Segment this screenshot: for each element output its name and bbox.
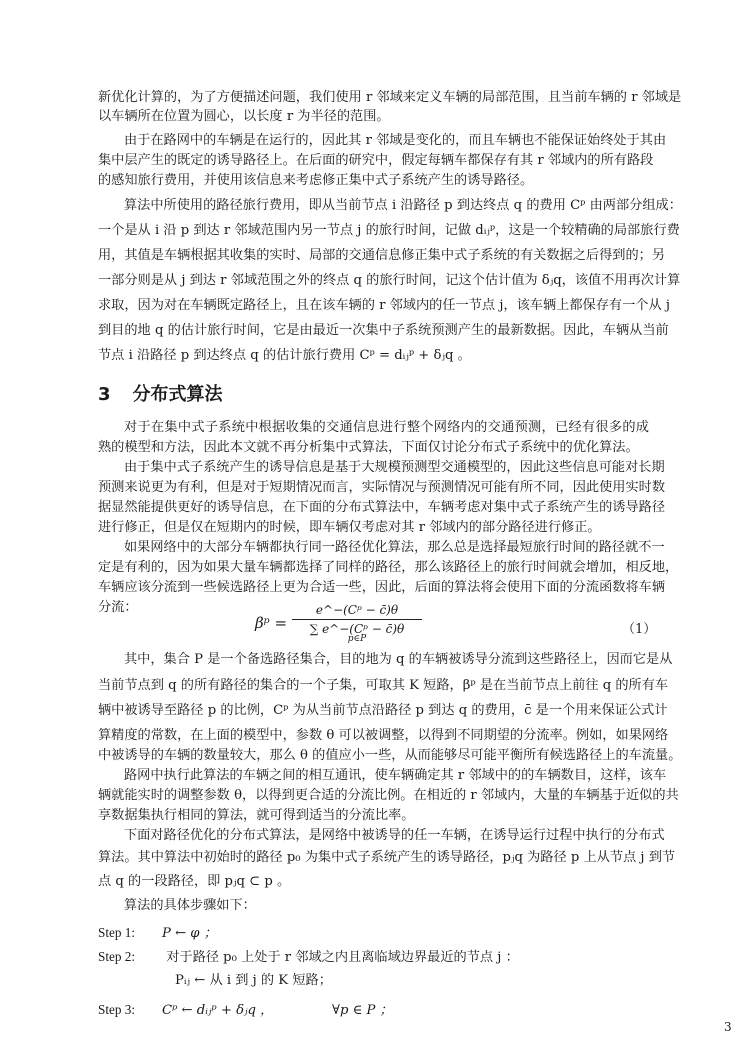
step-text: 对于路径 p₀ 上处于 r 邻域之内且离临域边界最近的节点 j ：	[162, 950, 519, 965]
text-line: 定是有利的，因为如果大量车辆都选择了同样的路径，那么该路径上的旅行时间就会增加，相反地，	[98, 560, 679, 575]
text-line: 路网中执行此算法的车辆之间的相互通讯，使车辆确定其 r 邻域中的的车辆数目，这样，该车	[124, 768, 667, 783]
step-label: Step 3:	[98, 1002, 135, 1017]
step-text: P ← φ ；	[162, 926, 217, 941]
text-line: 算法。其中算法中初始时的路径 p₀ 为集中式子系统产生的诱导路径，pⱼq 为路径 p 上从节点 j 到节	[98, 850, 676, 865]
text-line: 求取，因为对在车辆既定路径上，且在该车辆的 r 邻域内的任一节点 j，该车辆上都保存有一个从 j	[98, 298, 670, 313]
text-line: 熟的模型和方法，因此本文就不再分析集中式算法，下面仅讨论分布式子系统中的优化算法。	[98, 440, 639, 455]
algorithm-substep	[175, 969, 332, 988]
text-line: 对于在集中式子系统中根据收集的交通信息进行整个网络内的交通预测，已经有很多的成	[124, 420, 649, 435]
text-line: 分流：	[98, 600, 138, 615]
text-line: 车辆应该分流到一些候选路径上更为合适一些，因此，后面的算法将会使用下面的分流函数将车辆	[98, 580, 666, 595]
text-line: 算法的具体步骤如下：	[124, 898, 256, 913]
formula-denominator: ∑ e^−(Cᵖ − c̄)θ	[309, 622, 405, 636]
formula-lhs: βᵖ =	[255, 614, 288, 632]
text-line: 新优化计算的，为了方便描述问题，我们使用 r 邻域来定义车辆的局部范围，且当前车辆的 r 邻域是	[98, 90, 682, 105]
page-number: 3	[724, 1020, 732, 1034]
text-line: 据显然能提供更好的诱导信息，在下面的分布式算法中，车辆考虑对集中式子系统产生的诱导路径	[98, 500, 666, 515]
text-line: 进行修正，但是仅在短期内的时候，即车辆仅考虑对其 r 邻域内的部分路径进行修正。	[98, 520, 601, 535]
formula-sum-index: p∈P	[347, 634, 367, 644]
text-line: 如果网络中的大部分车辆都执行同一路径优化算法，那么总是选择最短旅行时间的路径就不一	[124, 540, 665, 555]
text-line: 享数据集执行相同的算法，就可得到适当的分流比率。	[98, 808, 415, 823]
step-label: Step 1:	[98, 925, 135, 940]
equation-number: （1）	[622, 622, 657, 637]
text-line: 一个是从 i 沿 p 到达 r 邻域范围内另一节点 j 的旅行时间，记做 dᵢⱼᵖ，这是一个较精确的局部旅行费	[98, 223, 680, 238]
text-line: 由于集中式子系统产生的诱导信息是基于大规模预测型交通模型的，因此这些信息可能对长期	[124, 460, 665, 475]
text-line: 算法中所使用的路径旅行费用，即从当前节点 i 沿路径 p 到达终点 q 的费用 Cᵖ 由两部分组成：	[124, 198, 682, 213]
text-line: 算精度的常数，在上面的模型中，参数 θ 可以被调整，以得到不同期望的分流率。例如，如果网络	[98, 728, 669, 743]
text-line: 一部分则是从 j 到达 r 邻域范围之外的终点 q 的旅行时间，记这个估计值为 δⱼq，该值不用再次计算	[98, 273, 681, 288]
text-line: 集中层产生的既定的诱导路径上。在后面的研究中，假定每辆车都保存有其 r 邻域内的所有路段	[98, 153, 654, 168]
algorithm-step	[98, 946, 519, 965]
section-heading	[98, 380, 245, 406]
text-line: 辆中被诱导至路径 p 的比例，Cᵖ 为从当前节点沿路径 p 到达 q 的费用，c̄ 是一个用来保证公式计	[98, 703, 668, 718]
text-line: 的感知旅行费用，并使用该信息来考虑修正集中式子系统产生的诱导路径。	[98, 173, 534, 188]
text-line: 到目的地 q 的估计旅行时间，它是由最近一次集中子系统预测产生的最新数据。因此，车辆从当前	[98, 323, 669, 338]
text-line: 用，其值是车辆根据其收集的实时、局部的交通信息修正集中式子系统的有关数据之后得到的；另	[98, 248, 666, 263]
text-line: 节点 i 沿路径 p 到达终点 q 的估计旅行费用 Cᵖ = dᵢⱼᵖ + δⱼq 。	[98, 348, 471, 363]
algorithm-step	[98, 922, 217, 941]
text-line: 当前节点到 q 的所有路径的集合的一个子集，可取其 K 短路，βᵖ 是在当前节点上前往 q 的所有车	[98, 678, 669, 693]
text-line: 点 q 的一段路径，即 pⱼq ⊂ p 。	[98, 874, 291, 889]
formula-numerator: e^−(Cᵖ − c̄)θ	[292, 603, 422, 620]
step-text: Pᵢⱼ ← 从 i 到 j 的 K 短路；	[175, 973, 332, 988]
text-line: 其中，集合 P 是一个备选路径集合，目的地为 q 的车辆被诱导分流到这些路径上，因而它是从	[124, 652, 673, 667]
step-label: Step 2:	[98, 949, 135, 964]
text-line: 下面对路径优化的分布式算法，是网络中被诱导的任一车辆，在诱导运行过程中执行的分布式	[124, 828, 665, 843]
text-line: 辆就能实时的调整参数 θ，以得到更合适的分流比例。在相近的 r 邻域内，大量的车辆基于近似的共	[98, 788, 679, 803]
step-text: Cᵖ ← dᵢⱼᵖ + δⱼq ， ∀p ∈ P ；	[162, 1003, 393, 1018]
section-title: 分布式算法	[132, 384, 223, 405]
text-line: 由于在路网中的车辆是在运行的，因此其 r 邻域是变化的，而且车辆也不能保证始终处于其由	[124, 133, 667, 148]
text-line: 中被诱导的车辆的数量较大，那么 θ 的值应小一些，从而能够尽可能平衡所有候选路径上的车流量。	[98, 748, 682, 763]
algorithm-step	[98, 999, 393, 1018]
section-number: 3	[98, 384, 111, 405]
text-line: 预测来说更为有利，但是对于短期情况而言，实际情况与预测情况可能有所不同，因此使用实时数	[98, 480, 666, 495]
formula-fraction	[292, 603, 422, 644]
text-line: 以车辆所在位置为圆心，以长度 r 为半径的范围。	[98, 109, 390, 124]
